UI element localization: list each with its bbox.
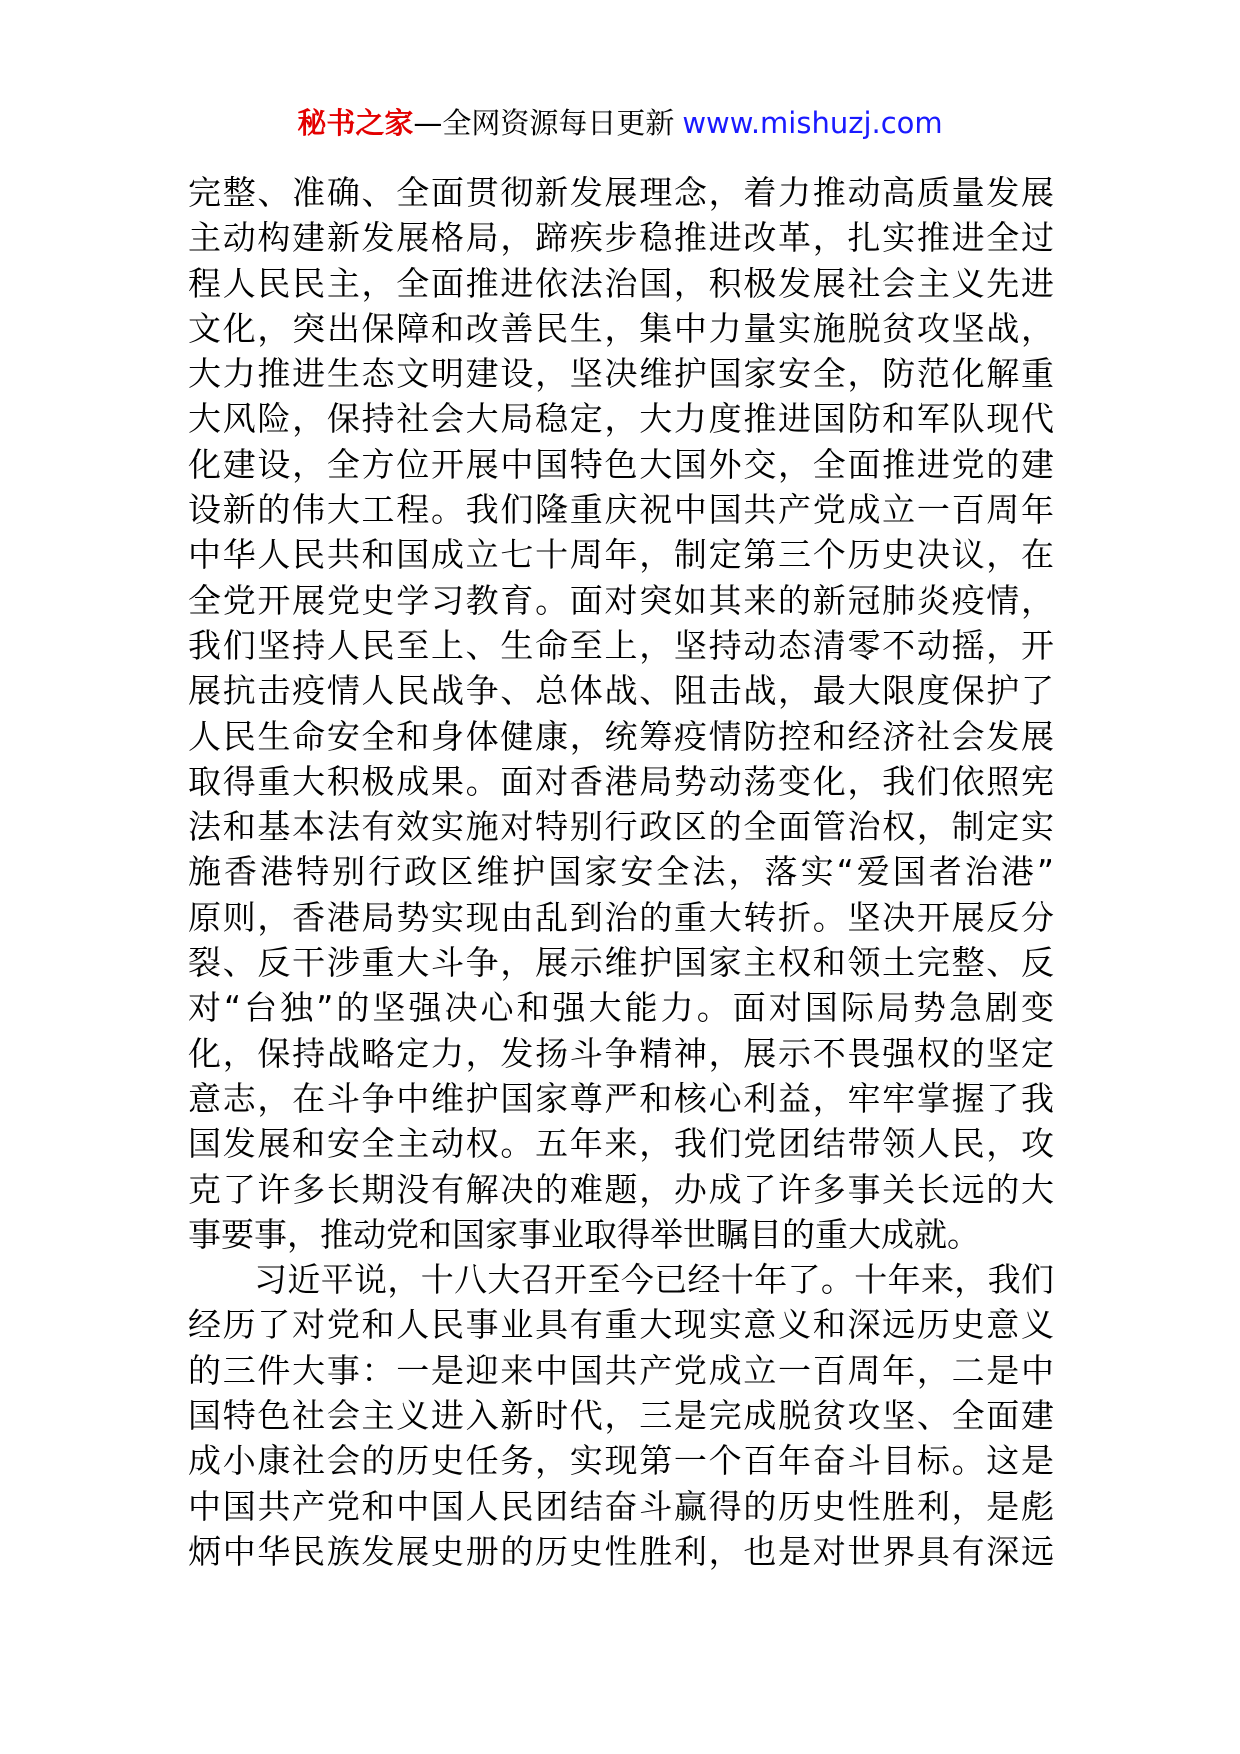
text-line: 文化，突出保障和改善民生，集中力量实施脱贫攻坚战， — [188, 308, 1054, 348]
text-line: 程人民民主，全面推进依法治国，积极发展社会主义先进 — [188, 263, 1054, 303]
site-brand: 秘书之家 — [297, 106, 414, 140]
text-line: 对“台独”的坚强决心和强大能力。面对国际局势急剧变 — [188, 988, 1054, 1028]
text-line: 施香港特别行政区维护国家安全法，落实“爱国者治港” — [188, 852, 1054, 892]
text-line: 事要事，推动党和国家事业取得举世瞩目的重大成就。 — [188, 1214, 980, 1254]
text-line: 经历了对党和人民事业具有重大现实意义和深远历史意义 — [188, 1305, 1054, 1345]
text-line: 法和基本法有效实施对特别行政区的全面管治权，制定实 — [188, 807, 1054, 847]
text-line: 完整、准确、全面贯彻新发展理念，着力推动高质量发展 — [188, 173, 1054, 212]
document-body — [188, 170, 1054, 1574]
text-line: 习近平说，十八大召开至今已经十年了。十年来，我们 — [254, 1260, 1054, 1300]
text-line: 主动构建新发展格局，蹄疾步稳推进改革，扎实推进全过 — [188, 218, 1054, 258]
text-line: 国特色社会主义进入新时代，三是完成脱贫攻坚、全面建 — [188, 1396, 1054, 1436]
text-line: 全党开展党史学习教育。面对突如其来的新冠肺炎疫情， — [188, 580, 1054, 620]
text-line: 国发展和安全主动权。五年来，我们党团结带领人民，攻 — [188, 1124, 1054, 1164]
text-line: 取得重大积极成果。面对香港局势动荡变化，我们依照宪 — [188, 761, 1054, 801]
text-line: 我们坚持人民至上、生命至上，坚持动态清零不动摇，开 — [188, 625, 1054, 665]
text-line: 原则，香港局势实现由乱到治的重大转折。坚决开展反分 — [188, 897, 1054, 937]
text-line: 炳中华民族发展史册的历史性胜利，也是对世界具有深远 — [188, 1531, 1054, 1571]
text-line: 中国共产党和中国人民团结奋斗赢得的历史性胜利，是彪 — [188, 1486, 1054, 1526]
text-line: 人民生命安全和身体健康，统筹疫情防控和经济社会发展 — [188, 716, 1054, 756]
text-line: 意志，在斗争中维护国家尊严和核心利益，牢牢掌握了我 — [188, 1078, 1054, 1118]
header-dash: — — [413, 106, 443, 140]
text-line: 中华人民共和国成立七十周年，制定第三个历史决议，在 — [188, 535, 1054, 575]
header-tagline: 全网资源每日更新 — [442, 106, 675, 140]
text-line: 裂、反干涉重大斗争，展示维护国家主权和领土完整、反 — [188, 943, 1054, 983]
text-line: 化建设，全方位开展中国特色大国外交，全面推进党的建 — [188, 444, 1054, 484]
text-line: 大风险，保持社会大局稳定，大力度推进国防和军队现代 — [188, 399, 1054, 439]
text-line: 大力推进生态文明建设，坚决维护国家安全，防范化解重 — [188, 354, 1054, 394]
paragraph — [188, 1257, 1054, 1574]
text-line: 设新的伟大工程。我们隆重庆祝中国共产党成立一百周年 — [188, 490, 1054, 530]
text-line: 的三件大事：一是迎来中国共产党成立一百周年，二是中 — [188, 1350, 1054, 1390]
site-url-link[interactable]: www.mishuzj.com — [682, 106, 943, 140]
text-line: 克了许多长期没有解决的难题，办成了许多事关长远的大 — [188, 1169, 1054, 1209]
paragraph — [188, 170, 1054, 1257]
text-line: 化，保持战略定力，发扬斗争精神，展示不畏强权的坚定 — [188, 1033, 1054, 1073]
page-header — [0, 98, 1240, 148]
text-line: 展抗击疫情人民战争、总体战、阻击战，最大限度保护了 — [188, 671, 1054, 711]
text-line: 成小康社会的历史任务，实现第一个百年奋斗目标。这是 — [188, 1441, 1054, 1481]
